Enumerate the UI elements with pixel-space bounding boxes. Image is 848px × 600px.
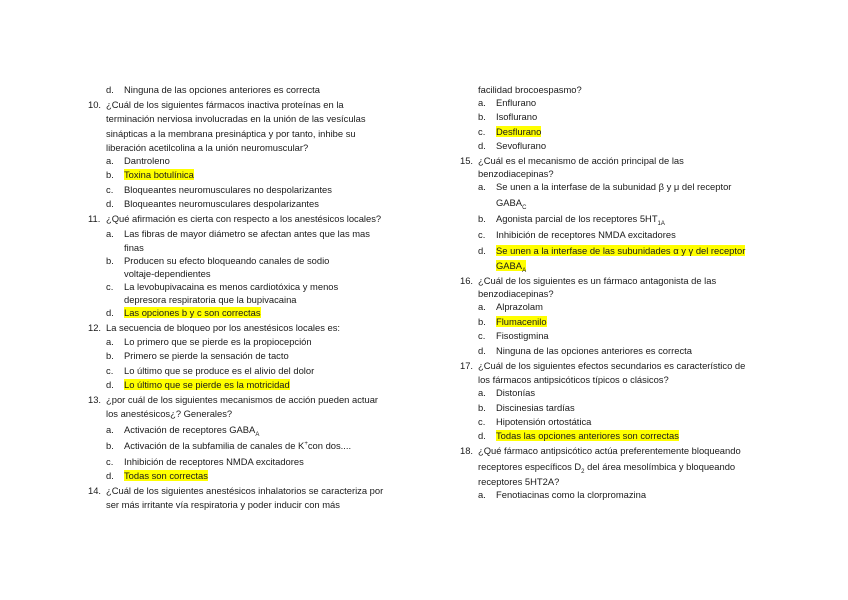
q15-option-d-cont — [496, 260, 526, 272]
q10-option-a: a. Dantroleno — [106, 155, 170, 166]
q14-option-c: c. Desflurano — [478, 126, 542, 137]
q15-line-1: 15. ¿Cuál es el mecanismo de acción principal de las — [460, 155, 684, 166]
q16-option-d: d. Ninguna de las opciones anteriores es correcta — [478, 345, 692, 356]
q14-option-d: d. Sevoflurano — [478, 140, 547, 151]
q17-option-c: c. Hipotensión ortostática — [478, 416, 592, 427]
q17-option-b: b. Discinesias tardías — [478, 402, 575, 413]
q14-line-2: ser más irritante vía respiratoria y poder inducir con más — [106, 499, 340, 510]
q14-option-b: b. Isoflurano — [478, 111, 538, 122]
highlighted-answer: Lo último que se pierde es la motricidad — [124, 379, 290, 390]
q17-line-2: los fármacos antipsicóticos típicos o clásicos? — [478, 374, 669, 385]
q18-line-2: receptores específicos $D_2$ del área mesolímbica y bloqueando — [478, 461, 736, 475]
q13-option-c: c. Inhibición de receptores NMDA excitadores — [106, 456, 304, 467]
q11-option-d: d. Las opciones b y c son correctas — [106, 307, 261, 318]
q16-line-1: 16. ¿Cuál de los siguientes es un fármaco antagonista de las — [460, 275, 717, 286]
q10-line-1: 10. ¿Cuál de los siguientes fármacos inactiva proteínas en la — [88, 99, 344, 110]
q17-option-d: d. Todas las opciones anteriores son correctas — [478, 430, 679, 441]
q12-line-1: 12. La secuencia de bloqueo por los anestésicos locales es: — [88, 322, 341, 333]
highlighted-answer: Todas son correctas — [124, 470, 208, 481]
highlighted-answer: Flumacenilo — [496, 316, 547, 327]
q14-line-1: 14. ¿Cuál de los siguientes anestésicos inhalatorios se caracteriza por — [88, 485, 384, 496]
q12-option-d: d. Lo último que se pierde es la motricidad — [106, 379, 290, 390]
q10-option-b: b. Toxina botulínica — [106, 169, 194, 180]
q15-option-b: b. Agonista parcial de los receptores $5HT_{1A}$ — [478, 213, 665, 227]
q9-option-d: d. Ninguna de las opciones anteriores es correcta — [106, 84, 320, 95]
q17-option-a: a. Distonías — [478, 387, 536, 398]
q14-option-a: a. Enflurano — [478, 97, 537, 108]
q16-option-a: a. Alprazolam — [478, 301, 543, 312]
q13-option-a: a. Activación de receptores $GABA_A$ — [106, 424, 260, 438]
highlighted-answer: Toxina botulínica — [124, 169, 194, 180]
q10-line-3: sinápticas a la membrana presináptica y por tanto, inhibe su — [106, 128, 356, 139]
highlighted-answer: Las opciones b y c son correctas — [124, 307, 261, 318]
q16-option-c: c. Fisostigmina — [478, 330, 549, 341]
q10-option-c: c. Bloqueantes neuromusculares no despolarizantes — [106, 184, 332, 195]
q11-option-c: c. La levobupivacaina es menos cardiotóxica y menos — [106, 281, 339, 292]
q15-option-a-cont: $GABA_C$ — [496, 197, 527, 211]
q15-option-d: d. Se unen a la interfase de las subunidades α y γ del receptor — [478, 245, 746, 256]
q12-option-a: a. Lo primero que se pierde es la propiocepción — [106, 336, 312, 347]
q11-option-c-cont: depresora respiratoria que la bupivacaina — [124, 294, 297, 305]
q17-line-1: 17. ¿Cuál de los siguientes efectos secundarios es característico de — [460, 360, 746, 371]
q18-option-a: a. Fenotiacinas como la clorpromazina — [478, 489, 647, 500]
q18-line-3: receptores 5HT2A? — [478, 476, 560, 487]
q11-option-a-cont: finas — [124, 242, 144, 253]
q15-option-c: c. Inhibición de receptores NMDA excitadores — [478, 229, 676, 240]
q13-line-1: 13. ¿por cuál de los siguientes mecanismos de acción pueden actuar — [88, 394, 379, 405]
q10-option-d: d. Bloqueantes neuromusculares despolarizantes — [106, 198, 319, 209]
q16-option-b: b. Flumacenilo — [478, 316, 547, 327]
q13-option-b: b. Activación de la subfamilia de canales de K+con dos.... — [106, 440, 352, 451]
q10-line-2: terminación nerviosa involucradas en la unión de las vesículas — [106, 113, 366, 124]
q11-option-b: b. Producen su efecto bloqueando canales de sodio — [106, 255, 330, 266]
highlighted-answer: Se unen a la interfase de las subunidades α y γ del receptor — [496, 245, 746, 256]
q11-option-b-cont: voltaje-dependientes — [124, 268, 211, 279]
q11-line-1: 11. ¿Qué afirmación es cierta con respecto a los anestésicos locales? — [88, 213, 382, 224]
highlighted-answer: Todas las opciones anteriores son correctas — [496, 430, 679, 441]
q15-line-2: benzodiacepinas? — [478, 168, 554, 179]
q15-option-a: a. Se unen a la interfase de la subunidad β y μ del receptor — [478, 181, 732, 192]
q11-option-a: a. Las fibras de mayor diámetro se afectan antes que las mas — [106, 228, 370, 239]
highlighted-answer: Desflurano — [496, 126, 542, 137]
q13-option-d: d. Todas son correctas — [106, 470, 208, 481]
q12-option-c: c. Lo último que se produce es el alivio del dolor — [106, 365, 315, 376]
highlighted-answer-cont: $GABA_A$ — [496, 260, 527, 274]
q10-line-4: liberación acetilcolina a la unión neuromuscular? — [106, 142, 309, 153]
q18-line-1: 18. ¿Qué fármaco antipsicótico actúa preferentemente bloqueando — [460, 445, 741, 456]
q14-line-3: facilidad brocoespasmo? — [478, 84, 582, 95]
q13-line-2: los anestésicos¿? Generales? — [106, 408, 233, 419]
q12-option-b: b. Primero se pierde la sensación de tacto — [106, 350, 289, 361]
q16-line-2: benzodiacepinas? — [478, 288, 554, 299]
